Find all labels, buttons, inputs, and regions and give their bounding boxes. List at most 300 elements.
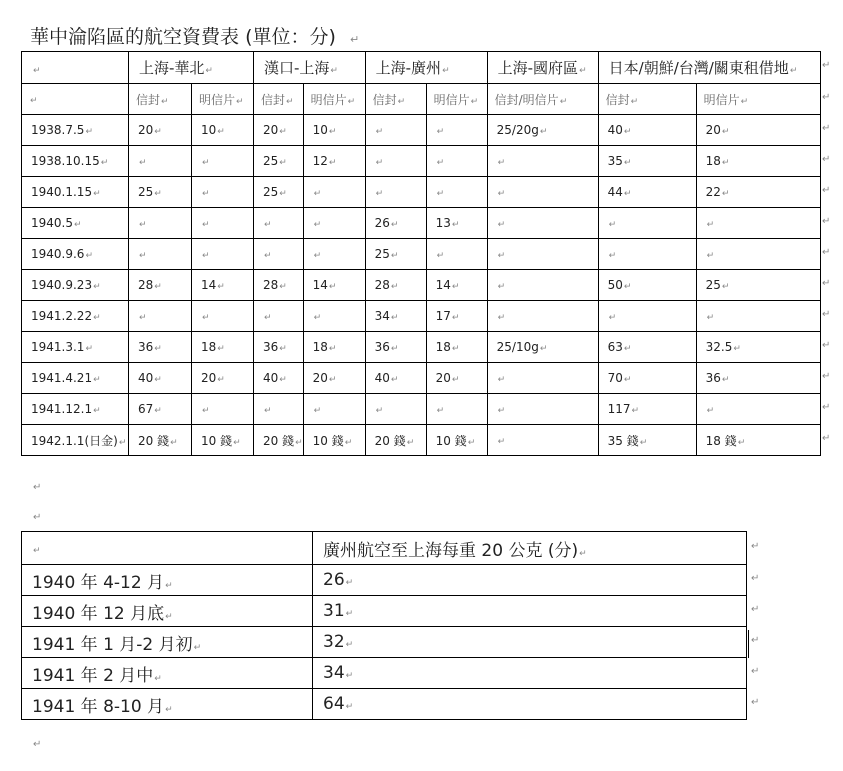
cell-end-mark: ↵	[93, 282, 101, 292]
cell-end-mark: ↵	[375, 189, 384, 199]
route-header	[129, 52, 254, 84]
rate-cell-text: 14	[201, 278, 217, 292]
period-cell-text: 1940 年 4-12 月	[32, 572, 165, 593]
rate-cell	[192, 363, 254, 394]
cell-end-mark: ↵	[721, 282, 730, 292]
table-row	[22, 270, 821, 301]
mail-type-header-text: 信封	[136, 92, 161, 107]
corner-cell	[22, 532, 313, 565]
rate-cell	[129, 239, 192, 270]
route-header-text: 上海-國府區	[497, 59, 579, 77]
rate-cell	[487, 301, 598, 332]
period-cell-text: 1941 年 1 月-2 月初	[32, 634, 193, 655]
rate-cell	[192, 332, 254, 363]
row-end-mark: ↵	[751, 696, 760, 708]
rate-cell	[192, 394, 254, 425]
cell-end-mark: ↵	[236, 96, 244, 107]
date-cell	[22, 208, 129, 239]
date-cell	[22, 177, 129, 208]
rate-cell-text: 20 錢	[138, 433, 170, 448]
cell-end-mark: ↵	[313, 251, 322, 261]
rate-cell	[303, 239, 365, 270]
row-end-mark: ↵	[822, 122, 831, 134]
cell-end-mark: ↵	[93, 375, 101, 385]
cell-end-mark: ↵	[451, 344, 460, 354]
cell-end-mark: ↵	[390, 344, 399, 354]
value-cell	[313, 658, 747, 689]
rate-cell-text: 18 錢	[705, 433, 737, 448]
cell-end-mark: ↵	[264, 406, 272, 416]
cell-end-mark: ↵	[406, 437, 415, 448]
cell-end-mark: ↵	[264, 313, 272, 323]
cell-end-mark: ↵	[497, 375, 506, 385]
cell-end-mark: ↵	[497, 251, 506, 261]
rate-cell	[426, 146, 487, 177]
cell-end-mark: ↵	[375, 127, 384, 137]
cell-end-mark: ↵	[706, 406, 715, 416]
rate-cell-text: 25	[263, 154, 279, 168]
cell-end-mark: ↵	[344, 437, 353, 448]
cell-end-mark: ↵	[33, 65, 41, 76]
paragraph-mark: ↵	[349, 33, 360, 46]
date-cell-text: 1940.5	[31, 216, 73, 230]
cell-end-mark: ↵	[279, 344, 287, 354]
rate-cell-text: 10 錢	[201, 433, 233, 448]
value-cell-text: 64	[323, 694, 345, 714]
value-cell-text: 31	[323, 601, 345, 621]
row-end-mark: ↵	[822, 153, 831, 165]
rate-cell	[696, 394, 820, 425]
mail-type-header	[254, 84, 304, 115]
rate-cell	[365, 394, 426, 425]
period-cell	[22, 689, 313, 720]
rate-cell-text: 25/10g	[496, 340, 539, 354]
cell-end-mark: ↵	[328, 282, 337, 292]
cell-end-mark: ↵	[733, 344, 741, 354]
cell-end-mark: ↵	[345, 609, 354, 619]
cell-end-mark: ↵	[608, 251, 617, 261]
rate-cell-text: 22	[705, 185, 721, 199]
cell-end-mark: ↵	[451, 220, 460, 230]
rate-cell	[129, 177, 192, 208]
rate-cell	[696, 270, 820, 301]
mail-type-header-text: 明信片	[703, 92, 740, 107]
rate-cell-text: 44	[607, 185, 623, 199]
row-end-mark: ↵	[751, 665, 760, 677]
cell-end-mark: ↵	[608, 313, 617, 323]
cell-end-mark: ↵	[390, 375, 399, 385]
rate-cell-text: 25	[263, 185, 279, 199]
cell-end-mark: ↵	[497, 220, 506, 230]
rate-cell	[303, 394, 365, 425]
rate-cell	[254, 425, 304, 456]
rate-cell-text: 17	[435, 309, 451, 323]
cell-end-mark: ↵	[286, 96, 294, 107]
rate-cell	[254, 394, 304, 425]
rate-cell	[254, 239, 304, 270]
route-header	[365, 52, 487, 84]
cell-end-mark: ↵	[375, 406, 384, 416]
mail-type-header	[129, 84, 192, 115]
rate-cell-text: 25/20g	[496, 123, 539, 137]
rate-cell	[426, 363, 487, 394]
mail-type-header	[365, 84, 426, 115]
value-cell-text: 26	[323, 570, 345, 590]
period-cell	[22, 627, 313, 658]
rate-cell	[365, 332, 426, 363]
rate-cell	[487, 332, 598, 363]
rate-cell	[192, 239, 254, 270]
rate-cell	[254, 363, 304, 394]
rate-cell-text: 20	[435, 371, 451, 385]
cell-end-mark: ↵	[631, 406, 640, 416]
cell-end-mark: ↵	[721, 158, 730, 168]
rate-cell-text: 36	[374, 340, 390, 354]
paragraph-mark: ↵	[33, 739, 42, 750]
table-row	[22, 425, 821, 456]
cell-end-mark: ↵	[497, 282, 506, 292]
rate-cell	[487, 146, 598, 177]
rate-cell-text: 70	[607, 371, 623, 385]
rate-cell-text: 20	[138, 123, 154, 137]
cell-end-mark: ↵	[345, 578, 354, 588]
rate-cell-text: 117	[607, 402, 631, 416]
cell-end-mark: ↵	[623, 344, 632, 354]
rate-cell-text: 20 錢	[374, 433, 406, 448]
cell-end-mark: ↵	[139, 220, 147, 230]
date-cell-text: 1941.2.22	[31, 309, 93, 323]
cell-end-mark: ↵	[295, 437, 303, 448]
rate-cell	[365, 146, 426, 177]
route-header-row	[22, 52, 821, 84]
rate-cell	[598, 239, 696, 270]
cell-end-mark: ↵	[436, 189, 445, 199]
cell-end-mark: ↵	[539, 344, 548, 354]
rate-cell	[696, 425, 820, 456]
cell-end-mark: ↵	[279, 127, 287, 137]
rate-cell	[426, 208, 487, 239]
rate-cell-text: 36	[138, 340, 154, 354]
rate-cell	[598, 394, 696, 425]
date-cell	[22, 301, 129, 332]
airmail-rate-table	[21, 51, 821, 456]
rate-cell-text: 36	[705, 371, 721, 385]
cell-end-mark: ↵	[193, 642, 202, 653]
row-end-mark: ↵	[751, 634, 760, 646]
cell-end-mark: ↵	[154, 406, 162, 416]
row-end-mark: ↵	[751, 572, 760, 584]
table-row	[22, 301, 821, 332]
cell-end-mark: ↵	[497, 406, 506, 416]
cell-end-mark: ↵	[706, 313, 715, 323]
cell-end-mark: ↵	[347, 96, 356, 107]
rate-cell	[487, 177, 598, 208]
cell-end-mark: ↵	[497, 189, 506, 199]
date-cell	[22, 363, 129, 394]
rate-cell-text: 20	[263, 123, 279, 137]
rate-cell	[192, 146, 254, 177]
cell-end-mark: ↵	[442, 66, 450, 76]
cell-end-mark: ↵	[639, 437, 648, 448]
cell-end-mark: ↵	[154, 344, 162, 354]
cell-end-mark: ↵	[497, 158, 506, 168]
cell-end-mark: ↵	[202, 251, 210, 261]
rate-cell	[129, 270, 192, 301]
date-cell	[22, 394, 129, 425]
rate-cell	[129, 425, 192, 456]
cell-end-mark: ↵	[345, 671, 354, 681]
period-cell	[22, 565, 313, 596]
rate-cell	[487, 363, 598, 394]
rate-cell-text: 28	[374, 278, 390, 292]
rate-cell	[254, 332, 304, 363]
rate-cell	[696, 146, 820, 177]
rate-cell	[426, 115, 487, 146]
rate-cell-text: 25	[705, 278, 721, 292]
mail-type-header-text: 明信片	[310, 92, 347, 107]
cell-end-mark: ↵	[264, 220, 272, 230]
rate-cell	[129, 363, 192, 394]
cell-end-mark: ↵	[154, 282, 162, 292]
table-row	[22, 689, 747, 720]
table-row	[22, 596, 747, 627]
cell-end-mark: ↵	[139, 313, 147, 323]
rate-cell	[598, 301, 696, 332]
paragraph-mark: ↵	[33, 512, 42, 523]
rate-cell-text: 20	[705, 123, 721, 137]
cell-end-mark: ↵	[139, 251, 147, 261]
rate-cell-text: 50	[607, 278, 623, 292]
cell-end-mark: ↵	[161, 96, 169, 107]
cell-end-mark: ↵	[721, 127, 730, 137]
row-end-mark: ↵	[822, 184, 831, 196]
cell-end-mark: ↵	[740, 96, 749, 107]
cell-end-mark: ↵	[706, 220, 715, 230]
cell-end-mark: ↵	[202, 158, 210, 168]
rate-cell-text: 32.5	[705, 340, 733, 354]
cell-end-mark: ↵	[100, 158, 109, 168]
value-cell	[313, 565, 747, 596]
rate-cell	[303, 301, 365, 332]
table-row	[22, 627, 747, 658]
rate-cell	[487, 115, 598, 146]
rate-cell	[192, 115, 254, 146]
mail-type-header	[192, 84, 254, 115]
rate-cell-text: 25	[374, 247, 390, 261]
rate-cell-text: 40	[607, 123, 623, 137]
rate-cell	[426, 301, 487, 332]
paragraph-mark: ↵	[33, 482, 42, 493]
rate-cell-text: 20	[201, 371, 217, 385]
rate-cell	[129, 115, 192, 146]
value-cell-text: 34	[323, 663, 345, 683]
date-cell	[22, 425, 129, 456]
rate-cell	[129, 146, 192, 177]
rate-cell	[598, 270, 696, 301]
cell-end-mark: ↵	[579, 66, 587, 76]
type-header-row	[22, 84, 821, 115]
cell-end-mark: ↵	[328, 127, 337, 137]
cell-end-mark: ↵	[390, 313, 399, 323]
cell-end-mark: ↵	[608, 220, 617, 230]
route-header	[487, 52, 598, 84]
rate-cell	[254, 208, 304, 239]
cell-end-mark: ↵	[313, 220, 322, 230]
cell-end-mark: ↵	[328, 158, 337, 168]
rate-cell	[598, 115, 696, 146]
date-cell-text: 1938.10.15	[31, 154, 100, 168]
date-cell-text: 1940.1.15	[31, 185, 93, 199]
rate-cell	[598, 177, 696, 208]
rate-cell-text: 36	[263, 340, 279, 354]
cell-end-mark: ↵	[139, 158, 147, 168]
row-end-mark: ↵	[822, 246, 831, 258]
date-cell-text: 1941.4.21	[31, 371, 93, 385]
row-end-mark: ↵	[822, 277, 831, 289]
rate-cell	[696, 301, 820, 332]
cell-end-mark: ↵	[202, 189, 210, 199]
rate-cell	[598, 146, 696, 177]
cell-end-mark: ↵	[217, 282, 225, 292]
rate-cell-text: 28	[138, 278, 154, 292]
cell-end-mark: ↵	[328, 344, 337, 354]
table-row	[22, 363, 821, 394]
cell-end-mark: ↵	[390, 220, 399, 230]
rate-cell-text: 10 錢	[435, 433, 467, 448]
rate-cell	[303, 146, 365, 177]
cell-end-mark: ↵	[165, 611, 173, 622]
route-header-text: 日本/朝鮮/台灣/關東租借地	[608, 59, 789, 77]
cell-end-mark: ↵	[451, 313, 460, 323]
cell-end-mark: ↵	[279, 375, 287, 385]
cell-end-mark: ↵	[436, 158, 445, 168]
rate-cell	[365, 301, 426, 332]
cell-end-mark: ↵	[279, 189, 287, 199]
rate-cell	[487, 394, 598, 425]
rate-cell	[426, 239, 487, 270]
rate-cell	[696, 239, 820, 270]
table-row	[22, 332, 821, 363]
cell-end-mark: ↵	[390, 251, 399, 261]
rate-cell	[192, 270, 254, 301]
rate-cell	[598, 208, 696, 239]
rate-cell-text: 63	[607, 340, 623, 354]
corner-cell	[22, 52, 129, 84]
table-row	[22, 208, 821, 239]
value-cell	[313, 596, 747, 627]
period-cell-text: 1940 年 12 月底	[32, 603, 165, 624]
rate-cell	[426, 177, 487, 208]
rate-cell-text: 10 錢	[312, 433, 344, 448]
date-cell-text: 1941.12.1	[31, 402, 93, 416]
cell-end-mark: ↵	[202, 220, 210, 230]
mail-type-header-text: 明信片	[199, 92, 236, 107]
rate-cell	[365, 270, 426, 301]
row-end-mark: ↵	[822, 308, 831, 320]
cell-end-mark: ↵	[345, 640, 354, 650]
rate-cell	[365, 425, 426, 456]
route-header-text: 上海-廣州	[375, 59, 442, 77]
rate-cell	[129, 301, 192, 332]
mail-type-header	[303, 84, 365, 115]
rate-cell	[696, 363, 820, 394]
rate-cell-text: 20 錢	[263, 433, 295, 448]
rate-cell	[365, 363, 426, 394]
cell-end-mark: ↵	[623, 189, 632, 199]
rate-cell	[696, 332, 820, 363]
cell-end-mark: ↵	[375, 158, 384, 168]
cell-end-mark: ↵	[85, 251, 93, 261]
rate-cell-text: 20	[312, 371, 328, 385]
rate-cell-text: 28	[263, 278, 279, 292]
cell-end-mark: ↵	[118, 437, 127, 448]
rate-cell	[426, 425, 487, 456]
cell-end-mark: ↵	[74, 220, 82, 230]
mail-type-header	[696, 84, 820, 115]
cell-end-mark: ↵	[217, 127, 225, 137]
mail-type-header-text: 信封	[605, 92, 630, 107]
rate-cell	[303, 425, 365, 456]
rate-cell-text: 13	[435, 216, 451, 230]
rate-cell	[254, 301, 304, 332]
cell-end-mark: ↵	[33, 546, 41, 556]
date-cell	[22, 270, 129, 301]
rate-cell	[254, 270, 304, 301]
cell-end-mark: ↵	[451, 282, 460, 292]
rate-cell	[365, 208, 426, 239]
title-text: 華中淪陷區的航空資費表	[30, 26, 240, 48]
cell-end-mark: ↵	[737, 437, 746, 448]
rate-cell-text: 18	[435, 340, 451, 354]
value-cell-text: 32	[323, 632, 345, 652]
cell-end-mark: ↵	[789, 66, 798, 76]
cell-end-mark: ↵	[436, 127, 445, 137]
rate-cell	[598, 332, 696, 363]
cell-end-mark: ↵	[579, 548, 587, 559]
cell-end-mark: ↵	[217, 344, 225, 354]
cell-end-mark: ↵	[154, 375, 162, 385]
rate-cell	[696, 208, 820, 239]
date-cell	[22, 332, 129, 363]
column-header-text: 廣州航空至上海每重 20 公克 (分)	[323, 540, 579, 561]
rate-cell-text: 10	[201, 123, 217, 137]
row-end-mark: ↵	[822, 401, 831, 413]
date-cell-text: 1942.1.1(日金)	[31, 433, 118, 448]
rate-cell	[303, 363, 365, 394]
route-header	[598, 52, 820, 84]
rate-cell	[365, 177, 426, 208]
value-cell	[313, 627, 747, 658]
rate-cell	[192, 301, 254, 332]
rate-cell-text: 40	[374, 371, 390, 385]
cell-end-mark: ↵	[630, 96, 639, 107]
period-cell	[22, 596, 313, 627]
mail-type-header	[426, 84, 487, 115]
cell-end-mark: ↵	[202, 406, 210, 416]
text-cursor	[748, 630, 749, 658]
rate-cell	[487, 270, 598, 301]
row-end-mark: ↵	[751, 540, 760, 552]
rate-cell-text: 14	[435, 278, 451, 292]
rate-cell	[192, 208, 254, 239]
cell-end-mark: ↵	[233, 437, 241, 448]
rate-cell	[426, 332, 487, 363]
period-cell-text: 1941 年 8-10 月	[32, 696, 165, 717]
header-row	[22, 532, 747, 565]
row-end-mark: ↵	[822, 432, 831, 444]
cell-end-mark: ↵	[154, 127, 162, 137]
guangzhou-airmail-table	[21, 531, 747, 720]
